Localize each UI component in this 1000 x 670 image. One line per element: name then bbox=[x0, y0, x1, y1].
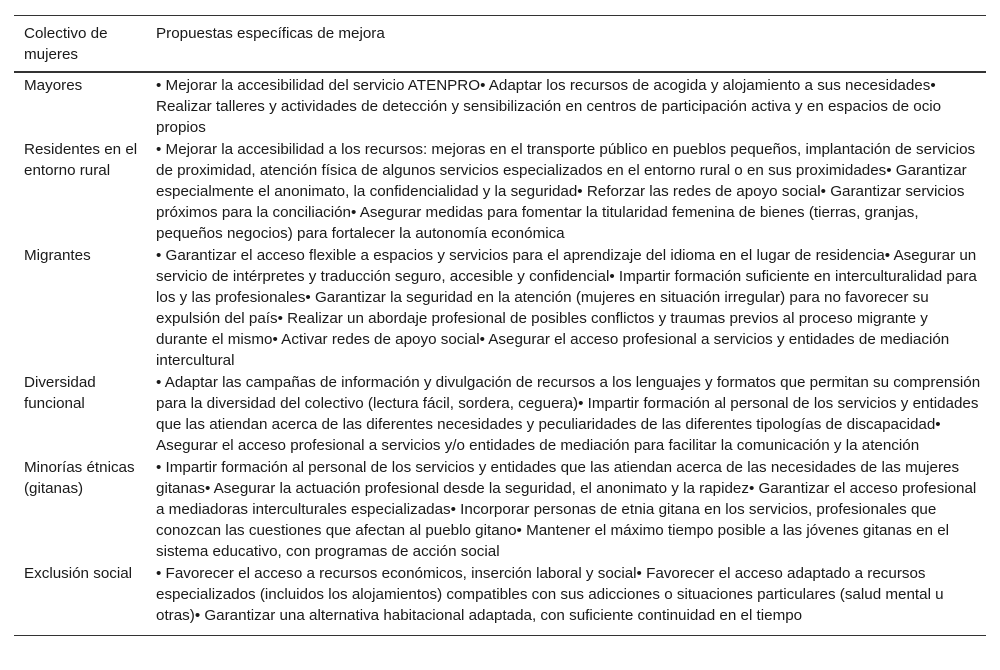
table-row bbox=[14, 245, 986, 372]
header-row bbox=[14, 16, 986, 73]
group-cell: Diversidad funcional bbox=[24, 374, 96, 412]
proposals-cell: • Adaptar las campañas de información y divulgación de recursos a los lenguajes y formatos que permitan su comprensión para la diversidad del colectivo (lectura fácil, sordera, ceguera)• Impartir formación al personal de los servicios y entidades que las atiendan acerca de las diferentes necesidades y peculiaridades de las diferentes tipologías de discapacidad• Asegurar el acceso profesional a servicios y/o entidades de mediación para facilitar la comunicación y la atención bbox=[156, 374, 981, 454]
table-row bbox=[14, 457, 986, 563]
group-cell: Mayores bbox=[24, 77, 83, 94]
proposals-cell: • Favorecer el acceso a recursos económicos, inserción laboral y social• Favorecer el acceso adaptado a recursos especializados (incluidos los alojamientos) compatibles con sus adicciones o situaciones particulares (salud mental u otras)• Garantizar una alternativa habitacional adaptada, con suficiente continuidad en el tiempo bbox=[156, 565, 944, 624]
header-proposals: Propuestas específicas de mejora bbox=[156, 25, 385, 42]
group-cell: Exclusión social bbox=[24, 565, 133, 582]
table-row bbox=[14, 563, 986, 636]
table-body bbox=[14, 72, 986, 636]
group-cell: Minorías étnicas (gitanas) bbox=[24, 459, 135, 497]
group-cell: Migrantes bbox=[24, 247, 91, 264]
proposals-cell: • Garantizar el acceso flexible a espacios y servicios para el aprendizaje del idioma en el lugar de residencia• Asegurar un servicio de intérpretes y traducción seguro, accesible y confidencial• Impartir formación suficiente en interculturalidad para los y las profesionales• Garantizar la seguridad en la atención (mujeres en situación irregular) para no favorecer su expulsión del país• Realizar un abordaje profesional de posibles conflictos y traumas previos al proceso migrante y durante el mismo• Activar redes de apoyo social• Asegurar el acceso profesional a servicios y entidades de mediación intercultural bbox=[156, 247, 977, 369]
table-row bbox=[14, 372, 986, 457]
group-cell: Residentes en el entorno rural bbox=[24, 141, 138, 179]
header-group: Colectivo de mujeres bbox=[24, 25, 108, 63]
proposals-cell: • Mejorar la accesibilidad a los recursos: mejoras en el transporte público en pueblos pequeños, implantación de servicios de proximidad, atención física de algunos servicios especializados en el entorno rural o en sus proximidades• Garantizar especialmente el anonimato, la confidencialidad y la seguridad• Reforzar las redes de apoyo social• Garantizar servicios próximos para la conciliación• Asegurar medidas para fomentar la titularidad femenina de bienes (tierras, granjas, pequeños negocios) para fortalecer la autonomía económica bbox=[156, 141, 976, 242]
proposals-cell: • Mejorar la accesibilidad del servicio ATENPRO• Adaptar los recursos de acogida y alojamiento a sus necesidades• Realizar talleres y actividades de detección y sensibilización en centros de participación activa y en espacios de ocio propios bbox=[156, 77, 942, 136]
table-header bbox=[14, 16, 986, 73]
table-row bbox=[14, 72, 986, 139]
proposals-table bbox=[14, 15, 986, 636]
table-row bbox=[14, 139, 986, 245]
proposals-cell: • Impartir formación al personal de los servicios y entidades que las atiendan acerca de las necesidades de las mujeres gitanas• Asegurar la actuación profesional desde la seguridad, el anonimato y la rapidez• Garantizar el acceso profesional a mediadoras interculturales especializadas• Incorporar personas de etnia gitana en los servicios, profesionales que conozcan las cuestiones que afectan al pueblo gitano• Mantener el máximo tiempo posible a las jóvenes gitanas en el sistema educativo, con programas de acción social bbox=[156, 459, 977, 560]
